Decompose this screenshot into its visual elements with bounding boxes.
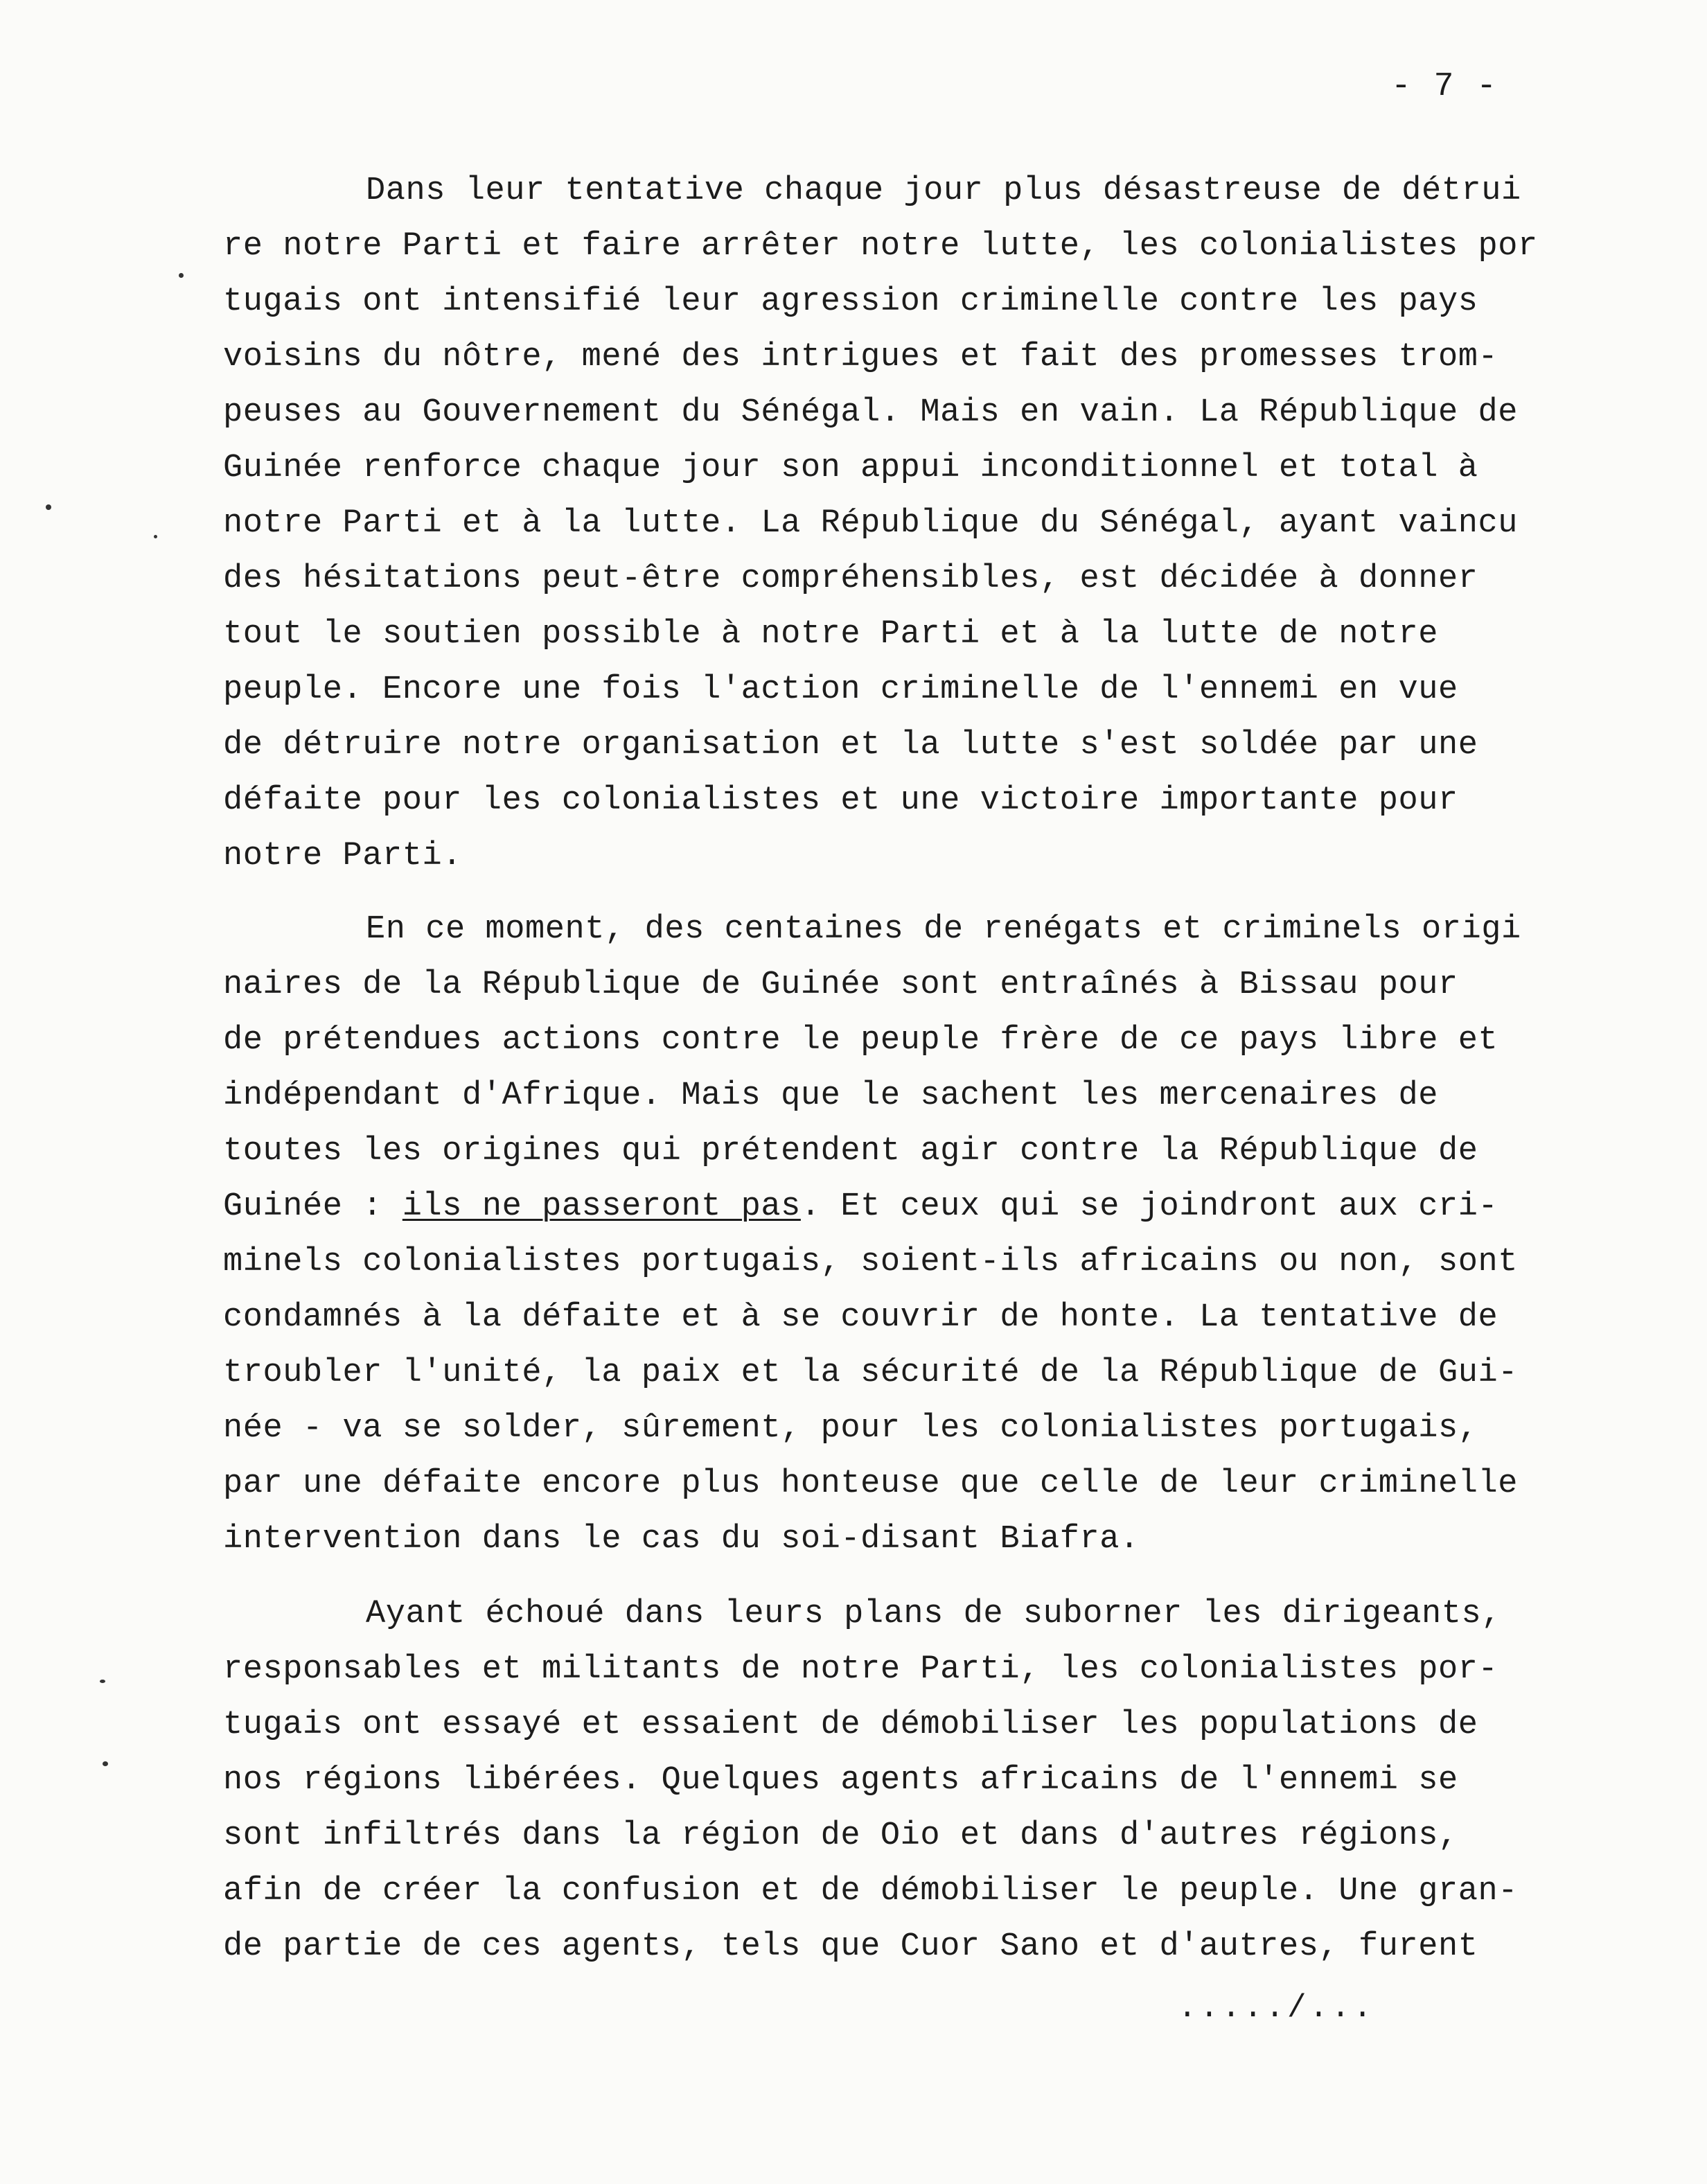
paragraph-1-line-7: notre Parti et à la lutte. La République du Sénégal, ayant vaincu [223,505,1519,542]
paragraph-3-line-4: nos régions libérées. Quelques agents africains de l'ennemi se [223,1762,1458,1799]
margin-speck [103,1761,108,1766]
margin-speck [179,273,184,278]
paragraph-1-line-11: de détruire notre organisation et la lutte s'est soldée par une [223,727,1478,764]
paragraph-2-line-6 [223,1186,1498,1228]
paragraph-2-line-4: indépendant d'Afrique. Mais que le sachent les mercenaires de [223,1077,1439,1114]
paragraph-2-line-2: naires de la République de Guinée sont entraînés à Bissau pour [223,967,1458,1003]
paragraph-3-line-3: tugais ont essayé et essaient de démobiliser les populations de [223,1707,1478,1743]
paragraph-2-line-6-start: Guinée : [223,1188,403,1225]
paragraph-3-line-7: de partie de ces agents, tels que Cuor Sano et d'autres, furent [223,1928,1478,1965]
paragraph-1-line-10: peuple. Encore une fois l'action criminelle de l'ennemi en vue [223,671,1458,708]
margin-speck [46,504,51,510]
paragraph-3-line-6: afin de créer la confusion et de démobiliser le peuple. Une gran- [223,1873,1519,1910]
paragraph-1-line-12: défaite pour les colonialistes et une victoire importante pour [223,782,1458,819]
paragraph-3-line-5: sont infiltrés dans la région de Oio et dans d'autres régions, [223,1817,1458,1854]
paragraph-1-line-3: tugais ont intensifié leur agression criminelle contre les pays [223,283,1478,320]
paragraph-1-line-9: tout le soutien possible à notre Parti et à la lutte de notre [223,616,1439,653]
underlined-emphasis: ils ne passeront pas [402,1188,801,1225]
paragraph-2-line-10: née - va se solder, sûrement, pour les colonialistes portugais, [223,1410,1478,1447]
paragraph-2-line-5: toutes les origines qui prétendent agir contre la République de [223,1133,1478,1170]
paragraph-2-line-8: condamnés à la défaite et à se couvrir de honte. La tentative de [223,1299,1498,1336]
paragraph-1-line-2: re notre Parti et faire arrêter notre lutte, les colonialistes por [223,228,1538,265]
page-number: - 7 - [1391,68,1498,105]
paragraph-1-line-8: des hésitations peut-être compréhensibles, est décidée à donner [223,561,1478,597]
paragraph-3-line-1: Ayant échoué dans leurs plans de suborner les dirigeants, [366,1596,1502,1632]
paragraph-1-line-13: notre Parti. [223,838,463,874]
paragraph-2-line-7: minels colonialistes portugais, soient-ils africains ou non, sont [223,1244,1519,1280]
continuation-mark: ...../... [1178,1990,1375,2026]
paragraph-1-line-1: Dans leur tentative chaque jour plus désastreuse de détrui [366,173,1521,209]
margin-speck [100,1680,105,1683]
paragraph-2-line-1: En ce moment, des centaines de renégats et criminels origi [366,911,1521,948]
paragraph-2-line-11: par une défaite encore plus honteuse que celle de leur criminelle [223,1465,1519,1502]
paragraph-2-line-12: intervention dans le cas du soi-disant Biafra. [223,1521,1140,1558]
paragraph-2-line-3: de prétendues actions contre le peuple frère de ce pays libre et [223,1022,1498,1059]
paragraph-1-line-6: Guinée renforce chaque jour son appui inconditionnel et total à [223,450,1478,486]
paragraph-1-line-4: voisins du nôtre, mené des intrigues et fait des promesses trom- [223,339,1498,376]
paragraph-3-line-2: responsables et militants de notre Parti, les colonialistes por- [223,1651,1498,1688]
paragraph-1-line-5: peuses au Gouvernement du Sénégal. Mais en vain. La République de [223,394,1519,431]
margin-speck [154,535,157,538]
paragraph-2-line-6-end: . Et ceux qui se joindront aux cri- [800,1188,1498,1225]
paragraph-2-line-9: troubler l'unité, la paix et la sécurité de la République de Gui- [223,1355,1519,1391]
